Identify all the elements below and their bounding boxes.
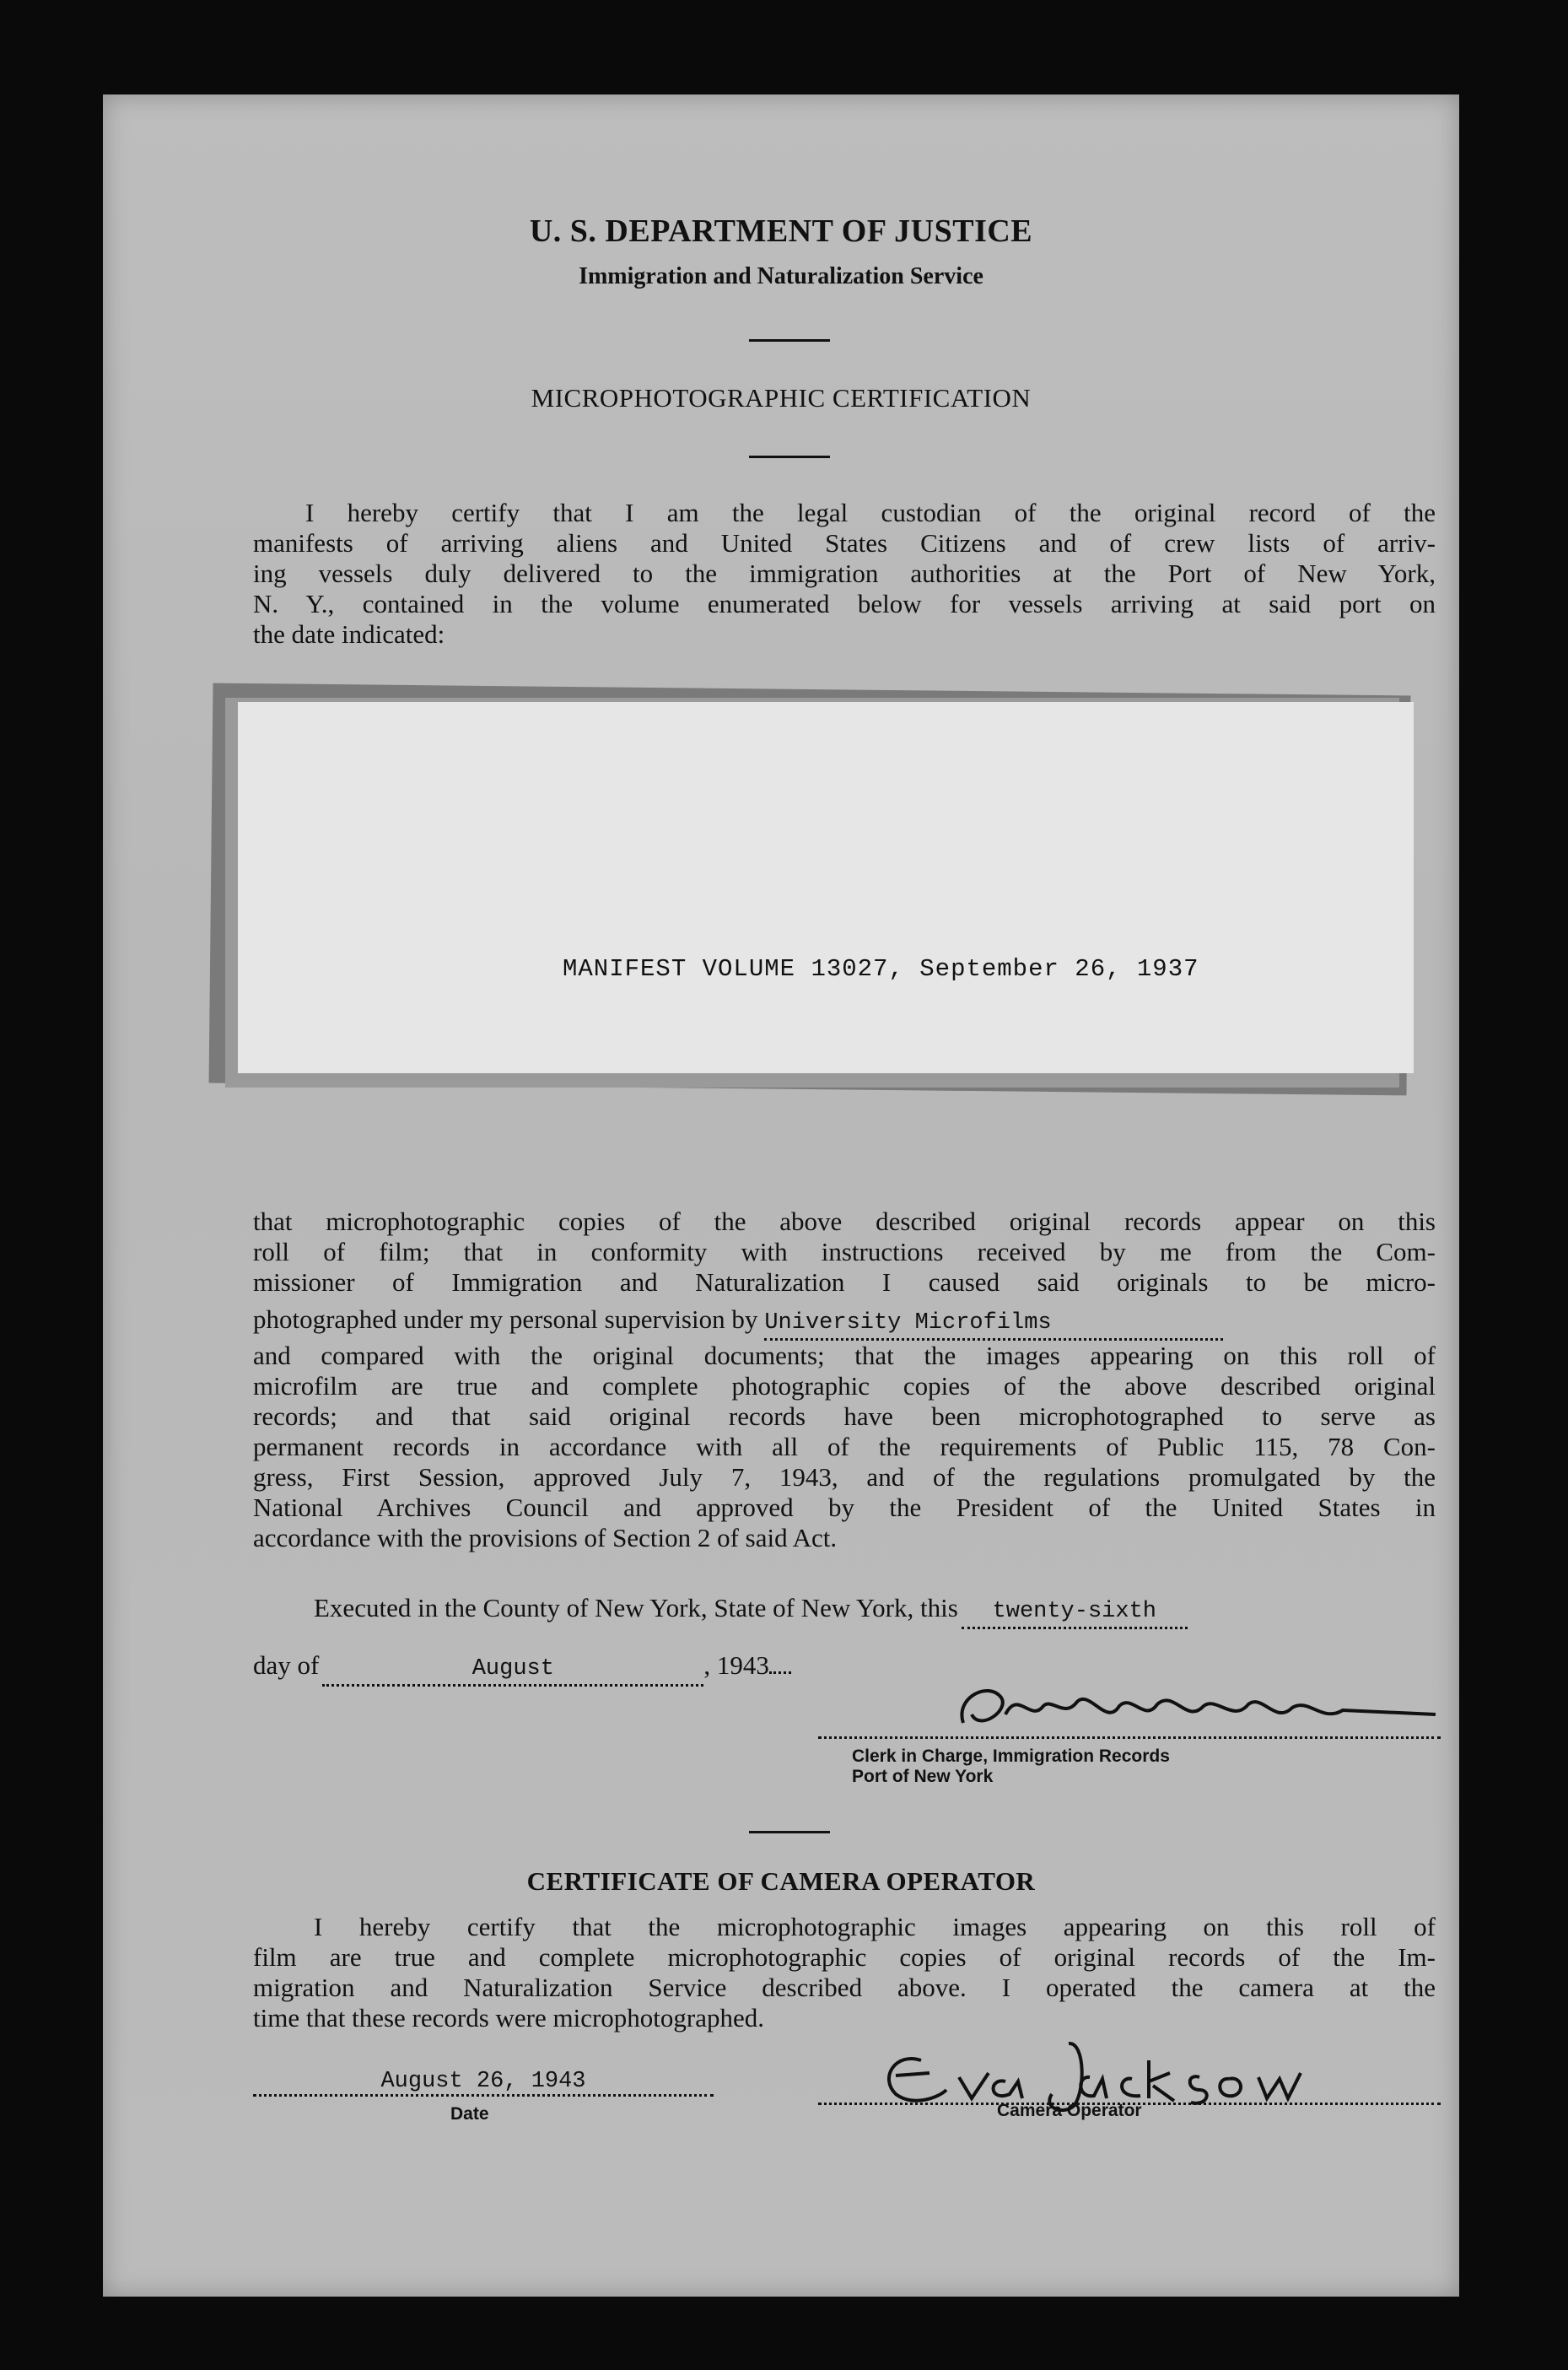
camera-line: film are true and complete microphotographic copies of original records of the Im- bbox=[253, 1942, 1436, 1972]
camera-heading: CERTIFICATE OF CAMERA OPERATOR bbox=[526, 1866, 1036, 1896]
day-of-label: day of bbox=[253, 1650, 320, 1680]
operator-label: Camera Operator bbox=[997, 2101, 1142, 2120]
divider bbox=[749, 456, 830, 458]
intro-line: ing vessels duly delivered to the immigration authorities at the Port of New York, bbox=[253, 559, 1436, 588]
supervision-value: University Microfilms bbox=[764, 1308, 1223, 1341]
manifest-slip bbox=[238, 702, 1414, 1073]
clerk-title bbox=[852, 1746, 1170, 1787]
department-heading: U. S. DEPARTMENT OF JUSTICE bbox=[529, 213, 1033, 249]
executed-day: twenty-sixth bbox=[962, 1596, 1188, 1629]
body-paragraph bbox=[253, 1207, 1436, 1553]
certification-title: MICROPHOTOGRAPHIC CERTIFICATION bbox=[531, 383, 1032, 413]
camera-paragraph bbox=[253, 1912, 1436, 2033]
intro-line: manifests of arriving aliens and United States Citizens and of crew lists of arriv- bbox=[253, 528, 1436, 558]
clerk-title-line: Clerk in Charge, Immigration Records bbox=[852, 1746, 1170, 1766]
intro-line: N. Y., contained in the volume enumerated below for vessels arriving at said port on bbox=[253, 589, 1436, 618]
body-line: roll of film; that in conformity with instructions received by me from the Com- bbox=[253, 1237, 1436, 1266]
divider bbox=[749, 339, 830, 342]
camera-date-label: Date bbox=[450, 2104, 489, 2124]
clerk-title-line: Port of New York bbox=[852, 1767, 994, 1786]
camera-line: I hereby certify that the microphotographic images appearing on this roll of bbox=[314, 1912, 1436, 1941]
manifest-volume-text: MANIFEST VOLUME 13027, September 26, 1937 bbox=[563, 955, 1199, 983]
service-subheading: Immigration and Naturalization Service bbox=[579, 263, 983, 289]
camera-line: migration and Naturalization Service described above. I operated the camera at the bbox=[253, 1973, 1436, 2002]
body-line: permanent records in accordance with all of the requirements of Public 115, 78 Con- bbox=[253, 1432, 1436, 1461]
body-line: and compared with the original documents; that the images appearing on this roll of bbox=[253, 1341, 1436, 1370]
body-line: accordance with the provisions of Section 2 of said Act. bbox=[253, 1523, 838, 1552]
intro-paragraph bbox=[253, 498, 1436, 650]
day-of-line bbox=[253, 1650, 1012, 1687]
year-value: , 1943 bbox=[703, 1650, 769, 1680]
camera-line: time that these records were microphotographed. bbox=[253, 2003, 764, 2033]
executed-prefix: Executed in the County of New York, State of New York, this bbox=[314, 1593, 958, 1622]
executed-line bbox=[314, 1593, 1444, 1629]
body-line: gress, First Session, approved July 7, 1943, and of the regulations promulgated by the bbox=[253, 1462, 1436, 1492]
body-line: National Archives Council and approved by the President of the United States in bbox=[253, 1493, 1436, 1522]
supervision-prefix: photographed under my personal supervision by bbox=[253, 1304, 758, 1334]
camera-date-value: August 26, 1943 bbox=[253, 2069, 714, 2097]
clerk-signature bbox=[938, 1664, 1444, 1748]
body-line: microfilm are true and complete photographic copies of the above described original bbox=[253, 1371, 1436, 1401]
intro-line: I hereby certify that I am the legal custodian of the original record of the bbox=[305, 498, 1436, 527]
month-value: August bbox=[322, 1654, 703, 1687]
body-line: missioner of Immigration and Naturalization I caused said originals to be micro- bbox=[253, 1267, 1436, 1297]
certificate-page bbox=[103, 94, 1459, 2297]
body-line: that microphotographic copies of the above described original records appear on this bbox=[253, 1207, 1436, 1236]
intro-line: the date indicated: bbox=[253, 619, 445, 649]
body-line: records; and that said original records have been microphotographed to serve as bbox=[253, 1401, 1436, 1431]
supervision-line bbox=[253, 1304, 1436, 1341]
year-dots bbox=[769, 1671, 791, 1674]
divider bbox=[749, 1831, 830, 1833]
